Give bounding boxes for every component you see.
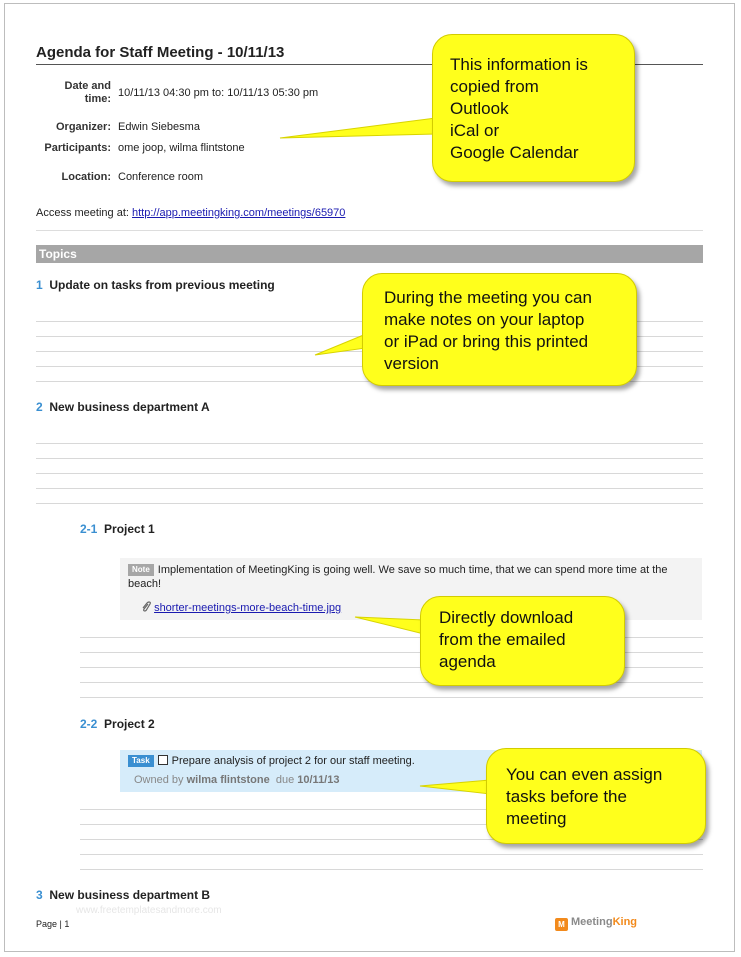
topics-header: Topics xyxy=(36,245,703,263)
topic-title: New business department B xyxy=(49,888,211,902)
task-due-date: 10/11/13 xyxy=(297,774,340,786)
document-title: Agenda for Staff Meeting - 10/11/13 xyxy=(36,44,285,61)
topic-number: 1 xyxy=(36,278,43,292)
field-value-location: Conference room xyxy=(118,171,203,183)
logo-mark-icon: M xyxy=(555,918,568,931)
field-value-date: 10/11/13 04:30 pm to: 10/11/13 05:30 pm xyxy=(118,87,319,99)
topic-title: New business department A xyxy=(49,400,210,414)
logo-text-meeting: Meeting xyxy=(571,916,613,928)
topic-number: 2-1 xyxy=(80,522,98,536)
callout-3-pointer xyxy=(355,617,424,634)
topic-title: Project 2 xyxy=(104,717,155,731)
field-label-location: Location: xyxy=(61,171,111,183)
field-label-organizer: Organizer: xyxy=(55,121,111,133)
callout-4-pointer xyxy=(420,780,490,794)
task-badge: Task xyxy=(128,755,154,767)
field-label-participants: Participants: xyxy=(44,142,111,154)
field-value-participants: ome joop, wilma flintstone xyxy=(118,142,245,154)
task-text: Prepare analysis of project 2 for our staff meeting. xyxy=(171,755,415,767)
owned-by-label: Owned by xyxy=(134,774,184,786)
field-label-date: Date and time: xyxy=(64,80,111,105)
callout-download: Directly download from the emailed agenda xyxy=(420,596,625,686)
callout-notes: During the meeting you can make notes on your laptop or iPad or bring this printed version xyxy=(362,273,637,386)
topic-number: 2 xyxy=(36,400,43,414)
callout-2-pointer xyxy=(315,334,366,355)
note-badge: Note xyxy=(128,564,154,576)
topic-number: 2-2 xyxy=(80,717,98,731)
access-label: Access meeting at: xyxy=(36,207,129,219)
meeting-link[interactable]: http://app.meetingking.com/meetings/65970 xyxy=(132,207,346,219)
topic-title: Update on tasks from previous meeting xyxy=(49,278,275,292)
callout-1-pointer xyxy=(280,118,436,138)
note-text: Implementation of MeetingKing is going well. We save so much time, that we can spend more time at the beach! xyxy=(128,564,668,590)
callout-calendar-info: This information is copied from Outlook iCal or Google Calendar xyxy=(432,34,635,182)
field-value-organizer: Edwin Siebesma xyxy=(118,121,200,133)
footer-watermark: www.freetemplatesandmore.com xyxy=(76,905,222,916)
attachment-link[interactable]: shorter-meetings-more-beach-time.jpg xyxy=(154,602,342,614)
logo-text-king: King xyxy=(612,916,638,928)
page-number: Page | 1 xyxy=(36,919,70,929)
due-label: due xyxy=(275,774,295,786)
task-owner: wilma flintstone xyxy=(186,774,270,786)
topic-title: Project 1 xyxy=(104,522,155,536)
topic-number: 3 xyxy=(36,888,43,902)
callout-tasks: You can even assign tasks before the meeting xyxy=(486,748,706,844)
